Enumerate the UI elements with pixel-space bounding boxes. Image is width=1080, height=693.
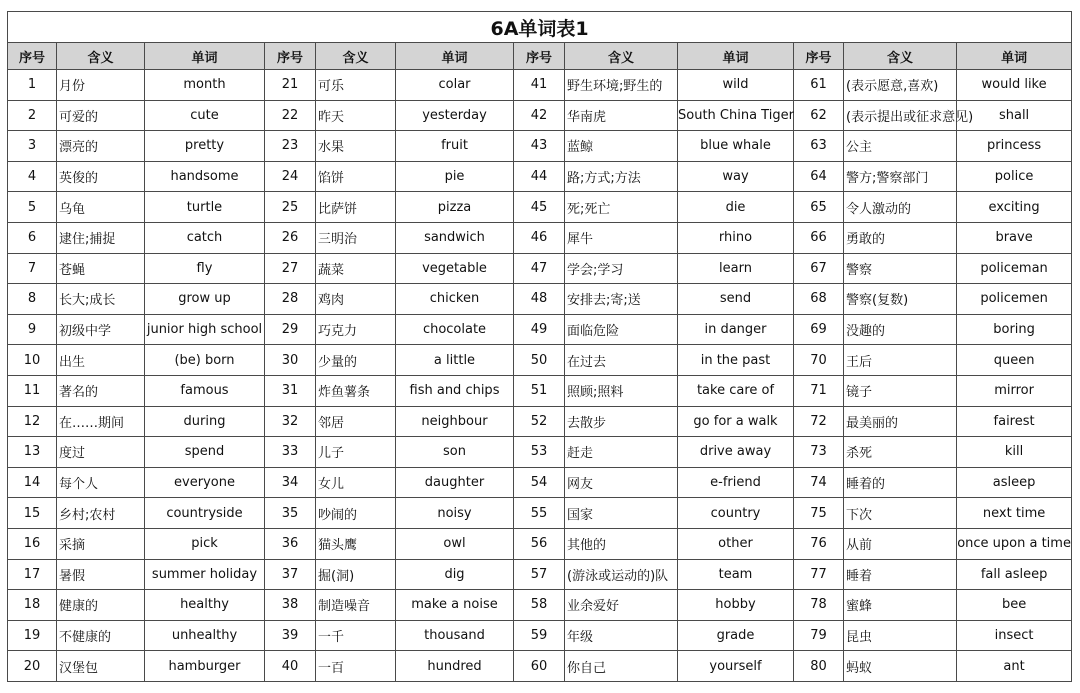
entry-word: drive away [678,437,794,468]
entry-word: catch [145,222,265,253]
entry-meaning: 学会;学习 [565,253,678,284]
entry-meaning: 可乐 [316,70,396,101]
entry-word: chocolate [396,314,514,345]
entry-meaning: 犀牛 [565,222,678,253]
entry-word: mirror [957,375,1072,406]
entry-number: 32 [265,406,316,437]
entry-word: kill [957,437,1072,468]
entry-meaning: 不健康的 [57,620,145,651]
entry-word: take care of [678,375,794,406]
entry-word: noisy [396,498,514,529]
entry-number: 21 [265,70,316,101]
entry-number: 11 [8,375,57,406]
entry-number: 63 [794,131,844,162]
table-row [8,437,1072,468]
entry-number: 39 [265,620,316,651]
entry-word: policemen [957,284,1072,315]
entry-word: exciting [957,192,1072,223]
entry-word: handsome [145,161,265,192]
entry-meaning: 英俊的 [57,161,145,192]
entry-number: 3 [8,131,57,162]
entry-number: 50 [514,345,565,376]
entry-meaning: 没趣的 [844,314,957,345]
entry-word: sandwich [396,222,514,253]
entry-word: thousand [396,620,514,651]
table-row [8,590,1072,621]
entry-number: 54 [514,467,565,498]
entry-word: pie [396,161,514,192]
entry-meaning: 健康的 [57,590,145,621]
entry-number: 14 [8,467,57,498]
entry-number: 49 [514,314,565,345]
entry-number: 64 [794,161,844,192]
entry-word: (be) born [145,345,265,376]
entry-number: 22 [265,100,316,131]
entry-meaning: 女儿 [316,467,396,498]
entry-number: 15 [8,498,57,529]
entry-word: blue whale [678,131,794,162]
entry-meaning: (表示愿意,喜欢) [844,70,957,101]
entry-meaning: 警察(复数) [844,284,957,315]
entry-number: 10 [8,345,57,376]
entry-meaning: 赶走 [565,437,678,468]
entry-meaning: 令人激动的 [844,192,957,223]
entry-word: police [957,161,1072,192]
entry-meaning: 公主 [844,131,957,162]
entry-word: in danger [678,314,794,345]
entry-meaning: 下次 [844,498,957,529]
entry-number: 67 [794,253,844,284]
entry-word: insect [957,620,1072,651]
entry-word: die [678,192,794,223]
header-num: 序号 [8,43,57,70]
entry-word: famous [145,375,265,406]
entry-meaning: 度过 [57,437,145,468]
entry-number: 9 [8,314,57,345]
table-row [8,222,1072,253]
entry-number: 57 [514,559,565,590]
entry-number: 20 [8,651,57,682]
table-body [8,70,1072,682]
entry-number: 75 [794,498,844,529]
table-row [8,498,1072,529]
entry-number: 31 [265,375,316,406]
entry-meaning: 著名的 [57,375,145,406]
entry-word: other [678,528,794,559]
entry-meaning: 昆虫 [844,620,957,651]
entry-word: cute [145,100,265,131]
entry-word: during [145,406,265,437]
entry-word: next time [957,498,1072,529]
header-word: 单词 [145,43,265,70]
entry-number: 12 [8,406,57,437]
entry-word: neighbour [396,406,514,437]
table-row [8,559,1072,590]
entry-meaning: 蓝鲸 [565,131,678,162]
entry-meaning: 少量的 [316,345,396,376]
table-title: 6A单词表1 [8,12,1072,43]
entry-word: South China Tiger [678,100,794,131]
entry-meaning: 王后 [844,345,957,376]
table-row [8,375,1072,406]
entry-meaning: 警察 [844,253,957,284]
entry-number: 16 [8,528,57,559]
entry-meaning: 三明治 [316,222,396,253]
entry-word: queen [957,345,1072,376]
table-row [8,284,1072,315]
entry-meaning: 比萨饼 [316,192,396,223]
entry-number: 46 [514,222,565,253]
table-row [8,161,1072,192]
entry-meaning: 乡村;农村 [57,498,145,529]
entry-number: 42 [514,100,565,131]
entry-meaning: 月份 [57,70,145,101]
entry-meaning: (游泳或运动的)队 [565,559,678,590]
entry-meaning: 死;死亡 [565,192,678,223]
entry-meaning: 路;方式;方法 [565,161,678,192]
entry-number: 30 [265,345,316,376]
entry-meaning: 出生 [57,345,145,376]
entry-meaning: 水果 [316,131,396,162]
entry-word: junior high school [145,314,265,345]
entry-word: learn [678,253,794,284]
entry-meaning: 从前 [844,528,957,559]
entry-number: 68 [794,284,844,315]
entry-meaning: 一百 [316,651,396,682]
header-num: 序号 [514,43,565,70]
entry-meaning: 逮住;捕捉 [57,222,145,253]
entry-number: 53 [514,437,565,468]
entry-word: shall [957,100,1072,131]
entry-number: 69 [794,314,844,345]
header-word: 单词 [678,43,794,70]
table-row [8,651,1072,682]
entry-word: make a noise [396,590,514,621]
entry-meaning: 照顾;照料 [565,375,678,406]
entry-word: asleep [957,467,1072,498]
entry-word: owl [396,528,514,559]
entry-number: 78 [794,590,844,621]
entry-number: 71 [794,375,844,406]
entry-meaning: 昨天 [316,100,396,131]
entry-word: son [396,437,514,468]
entry-word: countryside [145,498,265,529]
entry-meaning: 长大;成长 [57,284,145,315]
entry-word: princess [957,131,1072,162]
entry-number: 24 [265,161,316,192]
entry-meaning: 华南虎 [565,100,678,131]
entry-meaning: 儿子 [316,437,396,468]
entry-number: 74 [794,467,844,498]
entry-meaning: 暑假 [57,559,145,590]
entry-word: pizza [396,192,514,223]
header-num: 序号 [265,43,316,70]
entry-word: policeman [957,253,1072,284]
entry-word: fruit [396,131,514,162]
entry-word: send [678,284,794,315]
entry-meaning: 制造噪音 [316,590,396,621]
entry-number: 33 [265,437,316,468]
entry-meaning: 其他的 [565,528,678,559]
entry-meaning: 睡着 [844,559,957,590]
entry-number: 66 [794,222,844,253]
entry-word: grow up [145,284,265,315]
entry-number: 27 [265,253,316,284]
entry-word: fairest [957,406,1072,437]
entry-meaning: 每个人 [57,467,145,498]
entry-number: 34 [265,467,316,498]
entry-word: hamburger [145,651,265,682]
entry-number: 1 [8,70,57,101]
entry-number: 60 [514,651,565,682]
entry-number: 23 [265,131,316,162]
entry-meaning: 汉堡包 [57,651,145,682]
entry-meaning: 去散步 [565,406,678,437]
entry-meaning: 蔬菜 [316,253,396,284]
entry-meaning: 掘(洞) [316,559,396,590]
entry-word: yourself [678,651,794,682]
entry-number: 44 [514,161,565,192]
entry-meaning: 炸鱼薯条 [316,375,396,406]
entry-word: unhealthy [145,620,265,651]
entry-meaning: 鸡肉 [316,284,396,315]
entry-word: everyone [145,467,265,498]
entry-meaning: 一千 [316,620,396,651]
header-meaning: 含义 [57,43,145,70]
entry-number: 56 [514,528,565,559]
table-row [8,131,1072,162]
entry-word: turtle [145,192,265,223]
entry-number: 72 [794,406,844,437]
table-row [8,192,1072,223]
entry-meaning: 苍蝇 [57,253,145,284]
entry-word: e-friend [678,467,794,498]
entry-word: yesterday [396,100,514,131]
entry-word: go for a walk [678,406,794,437]
table-row [8,620,1072,651]
entry-meaning: 邻居 [316,406,396,437]
entry-word: month [145,70,265,101]
entry-word: bee [957,590,1072,621]
entry-word: ant [957,651,1072,682]
table-row [8,345,1072,376]
entry-number: 62 [794,100,844,131]
entry-meaning: 吵闹的 [316,498,396,529]
vocabulary-table [7,11,1072,682]
entry-word: wild [678,70,794,101]
entry-number: 13 [8,437,57,468]
table-row [8,314,1072,345]
entry-number: 19 [8,620,57,651]
entry-meaning: 蜜蜂 [844,590,957,621]
header-row [8,43,1072,70]
entry-number: 70 [794,345,844,376]
entry-meaning: 面临危险 [565,314,678,345]
entry-meaning: 可爱的 [57,100,145,131]
entry-number: 5 [8,192,57,223]
entry-number: 4 [8,161,57,192]
entry-word: fish and chips [396,375,514,406]
entry-number: 7 [8,253,57,284]
header-num: 序号 [794,43,844,70]
entry-word: vegetable [396,253,514,284]
entry-number: 8 [8,284,57,315]
entry-word: rhino [678,222,794,253]
entry-meaning: 蚂蚁 [844,651,957,682]
entry-number: 65 [794,192,844,223]
entry-number: 79 [794,620,844,651]
entry-meaning: 巧克力 [316,314,396,345]
entry-number: 73 [794,437,844,468]
entry-word: would like [957,70,1072,101]
entry-word: fly [145,253,265,284]
entry-meaning: 你自己 [565,651,678,682]
entry-number: 43 [514,131,565,162]
entry-number: 25 [265,192,316,223]
entry-meaning: 最美丽的 [844,406,957,437]
entry-meaning: 年级 [565,620,678,651]
header-word: 单词 [957,43,1072,70]
entry-meaning: 睡着的 [844,467,957,498]
header-meaning: 含义 [844,43,957,70]
entry-number: 6 [8,222,57,253]
entry-word: pretty [145,131,265,162]
entry-number: 38 [265,590,316,621]
table-row [8,70,1072,101]
entry-number: 17 [8,559,57,590]
entry-word: fall asleep [957,559,1072,590]
entry-number: 45 [514,192,565,223]
entry-number: 2 [8,100,57,131]
entry-number: 47 [514,253,565,284]
entry-word: healthy [145,590,265,621]
header-meaning: 含义 [565,43,678,70]
entry-meaning: 警方;警察部门 [844,161,957,192]
entry-word: grade [678,620,794,651]
entry-meaning: 初级中学 [57,314,145,345]
table-row [8,406,1072,437]
entry-word: team [678,559,794,590]
entry-word: chicken [396,284,514,315]
entry-word: hobby [678,590,794,621]
entry-meaning: 业余爱好 [565,590,678,621]
entry-number: 29 [265,314,316,345]
entry-meaning: 馅饼 [316,161,396,192]
table-row [8,528,1072,559]
entry-meaning: 安排去;寄;送 [565,284,678,315]
entry-number: 37 [265,559,316,590]
entry-word: summer holiday [145,559,265,590]
header-word: 单词 [396,43,514,70]
entry-word: pick [145,528,265,559]
table-row [8,100,1072,131]
entry-number: 28 [265,284,316,315]
entry-number: 59 [514,620,565,651]
entry-number: 48 [514,284,565,315]
entry-word: spend [145,437,265,468]
entry-word: daughter [396,467,514,498]
header-meaning: 含义 [316,43,396,70]
entry-meaning: 乌龟 [57,192,145,223]
entry-meaning: 国家 [565,498,678,529]
entry-word: colar [396,70,514,101]
entry-number: 61 [794,70,844,101]
entry-word: hundred [396,651,514,682]
entry-word: brave [957,222,1072,253]
entry-word: a little [396,345,514,376]
entry-number: 35 [265,498,316,529]
entry-meaning: 勇敢的 [844,222,957,253]
entry-meaning: (表示提出或征求意见) [844,100,957,131]
entry-number: 52 [514,406,565,437]
entry-meaning: 网友 [565,467,678,498]
entry-meaning: 镜子 [844,375,957,406]
entry-number: 18 [8,590,57,621]
entry-number: 76 [794,528,844,559]
entry-word: way [678,161,794,192]
entry-number: 40 [265,651,316,682]
entry-number: 58 [514,590,565,621]
entry-number: 55 [514,498,565,529]
entry-word: dig [396,559,514,590]
entry-meaning: 野生环境;野生的 [565,70,678,101]
entry-number: 36 [265,528,316,559]
entry-number: 26 [265,222,316,253]
entry-number: 51 [514,375,565,406]
entry-word: country [678,498,794,529]
entry-meaning: 在过去 [565,345,678,376]
entry-meaning: 采摘 [57,528,145,559]
entry-word: in the past [678,345,794,376]
entry-word: once upon a time [957,528,1072,559]
entry-meaning: 漂亮的 [57,131,145,162]
entry-number: 77 [794,559,844,590]
entry-meaning: 猫头鹰 [316,528,396,559]
vocabulary-sheet [7,11,1071,682]
table-row [8,467,1072,498]
entry-meaning: 杀死 [844,437,957,468]
entry-word: boring [957,314,1072,345]
table-row [8,253,1072,284]
entry-number: 41 [514,70,565,101]
entry-meaning: 在……期间 [57,406,145,437]
entry-number: 80 [794,651,844,682]
